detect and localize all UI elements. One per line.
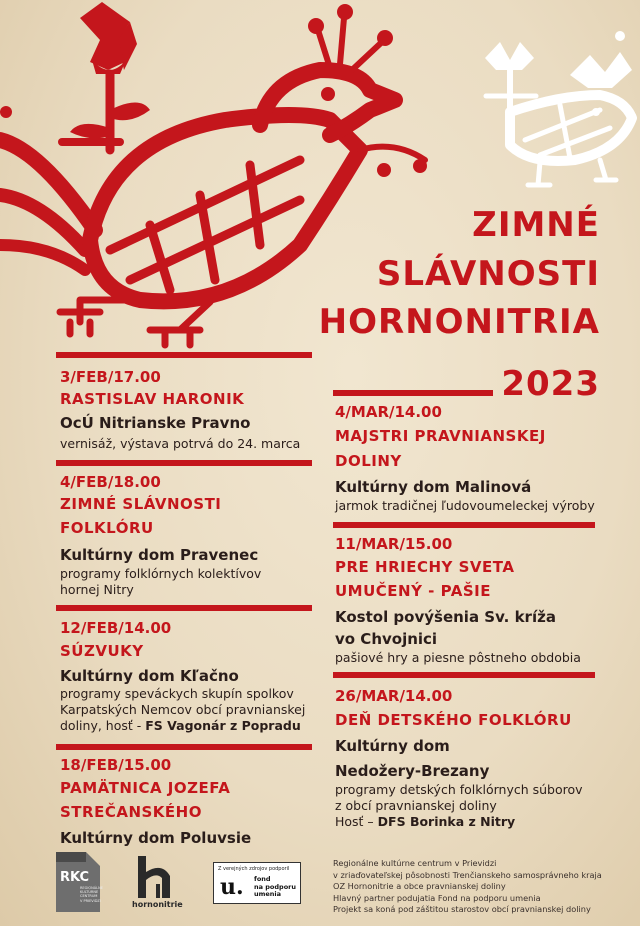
event-name: MAJSTRI PRAVNIANSKEJ <box>335 427 546 445</box>
event-description: hornej Nitry <box>60 582 134 597</box>
event-description: pašiové hry a piesne pôstneho obdobia <box>335 650 581 665</box>
fpu-logo-caption: Z verejných zdrojov podporil <box>218 866 290 872</box>
event-name: SÚZVUKY <box>60 642 144 660</box>
event-name: RASTISLAV HARONIK <box>60 390 245 408</box>
event-name: ZIMNÉ SLÁVNOSTI <box>60 495 222 513</box>
title-year: 2023 <box>501 364 600 404</box>
hornonitrie-logo-text: hornonitrie <box>132 900 183 909</box>
event-date: 3/FEB/17.00 <box>60 368 161 386</box>
footer-credits <box>333 858 623 916</box>
rkc-sub-line: REGIONÁLNE <box>80 886 103 890</box>
event-name: STREČANSKÉHO <box>60 803 202 821</box>
event-description <box>60 718 301 733</box>
event-description: jarmok tradičnej ľudovoumeleckej výroby <box>335 498 595 513</box>
rkc-sub-line: V PRIEVIDZI <box>80 898 101 903</box>
event-venue: Kultúrny dom Malinová <box>335 478 532 496</box>
event-venue: Kultúrny dom <box>335 737 450 755</box>
event-guest: FS Vagonár z Popradu <box>145 718 301 733</box>
event-venue: Nedožery-Brezany <box>335 762 490 780</box>
event-date: 4/MAR/14.00 <box>335 403 442 421</box>
event-description: programy folklórnych kolektívov <box>60 566 262 581</box>
event-venue: Kultúrny dom Kľačno <box>60 667 239 685</box>
divider-bar <box>56 352 312 358</box>
event-name: DOLINY <box>335 452 402 470</box>
event-venue: Kultúrny dom Poluvsie <box>60 829 252 847</box>
event-date: 12/FEB/14.00 <box>60 619 172 637</box>
title-line-1: ZIMNÉ <box>472 205 600 245</box>
footer-line: Projekt sa koná pod záštitou starostov obcí pravnianskej doliny <box>333 904 591 915</box>
title-line-3: HORNONITRIA <box>318 302 600 342</box>
divider-bar <box>333 390 493 396</box>
event-date: 18/FEB/15.00 <box>60 756 172 774</box>
event-date: 11/MAR/15.00 <box>335 535 453 553</box>
event-name: PRE HRIECHY SVETA <box>335 558 515 576</box>
footer-line: Regionálne kultúrne centrum v Prievidzi <box>333 858 497 868</box>
event-description: programy detských folklórnych súborov <box>335 782 583 797</box>
event-description-text: Hosť – <box>335 814 378 829</box>
hornonitrie-logo <box>132 854 184 912</box>
event-venue: Kultúrny dom Pravenec <box>60 546 259 564</box>
divider-bar <box>56 744 312 750</box>
event-guest: DFS Borinka z Nitry <box>377 814 516 829</box>
fpu-name-line: umenia <box>254 890 282 898</box>
title-line-2: SLÁVNOSTI <box>376 254 600 294</box>
fpu-logo-letter: u. <box>220 874 244 900</box>
event-venue: Kostol povýšenia Sv. kríža <box>335 608 556 626</box>
event-date: 26/MAR/14.00 <box>335 687 453 705</box>
event-description <box>335 814 515 829</box>
rkc-logo <box>56 852 103 912</box>
rkc-sub-line: CENTRUM <box>80 894 98 899</box>
rkc-sub-line: KULTÚRNE <box>80 890 99 895</box>
event-name: PAMÄTNICA JOZEFA <box>60 779 231 797</box>
fpu-logo-name <box>254 876 296 899</box>
divider-bar <box>333 522 595 528</box>
event-description-text: doliny, hosť - <box>60 718 146 733</box>
event-date: 4/FEB/18.00 <box>60 473 161 491</box>
event-venue: vo Chvojnici <box>335 630 438 648</box>
event-description: vernisáž, výstava potrvá do 24. marca <box>60 436 301 451</box>
event-description: Karpatských Nemcov obcí pravnianskej <box>60 702 306 717</box>
fpu-name-line: na podporu <box>254 882 296 891</box>
divider-bar <box>56 460 312 466</box>
hornonitrie-logo-mark <box>132 854 184 900</box>
folk-bird-white-illustration <box>0 0 640 200</box>
event-name: DEŇ DETSKÉHO FOLKLÓRU <box>335 711 572 729</box>
event-name: FOLKLÓRU <box>60 519 154 537</box>
event-name: UMUČENÝ - PAŠIE <box>335 582 491 600</box>
fpu-logo <box>213 862 301 904</box>
footer-line: OZ Hornonitrie a obce pravnianskej doliny <box>333 881 506 892</box>
rkc-logo-subtext <box>80 886 103 903</box>
divider-bar <box>333 672 595 678</box>
fpu-name-line: fond <box>254 875 271 883</box>
footer-line: Hlavný partner podujatia Fond na podporu umenia <box>333 892 541 903</box>
event-venue: OcÚ Nitrianske Pravno <box>60 414 251 432</box>
event-description: z obcí pravnianskej doliny <box>335 798 497 813</box>
event-description: programy speváckych skupín spolkov <box>60 686 294 701</box>
divider-bar <box>56 605 312 611</box>
rkc-logo-text: RKC <box>60 870 90 885</box>
footer-line: v zriaďovateľskej pôsobnosti Trenčianskeho samosprávneho kraja <box>333 869 602 880</box>
